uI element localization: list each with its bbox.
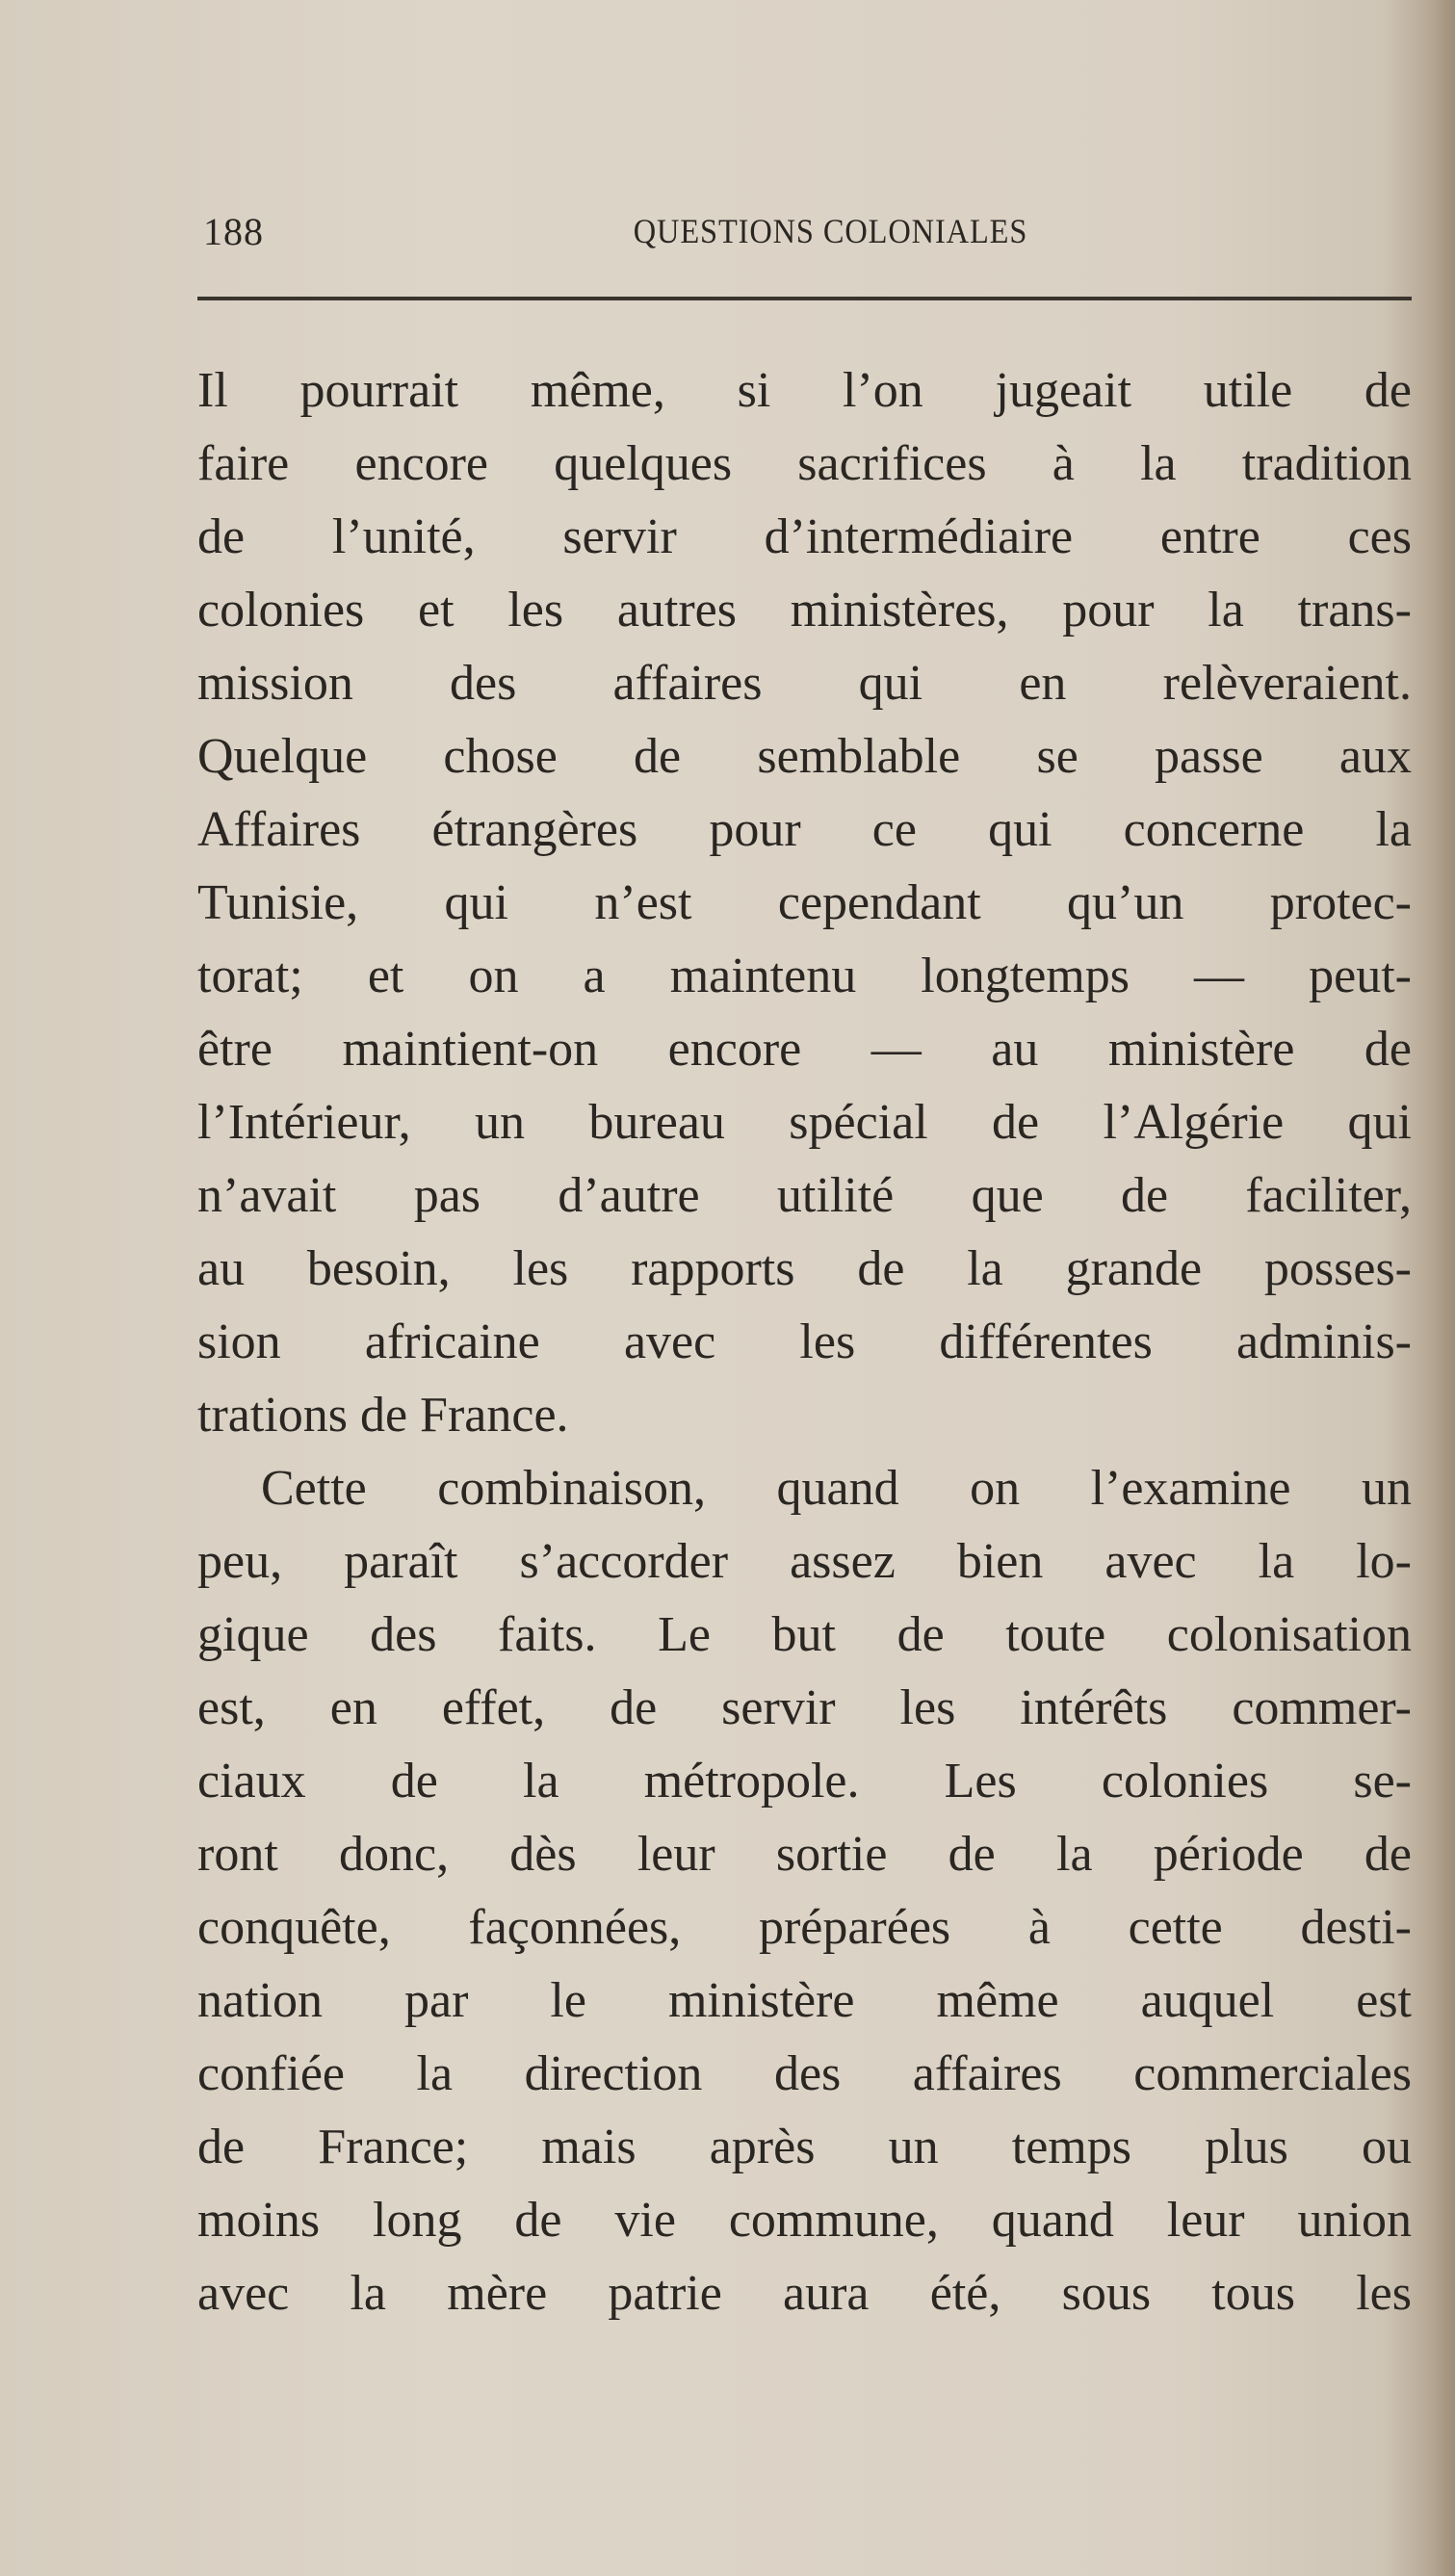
- text-line: Quelque chose de semblable se passe aux: [197, 729, 1412, 784]
- text-line: faire encore quelques sacrifices à la tradition: [197, 436, 1412, 491]
- text-line: peu, paraît s’accorder assez bien avec la lo-: [197, 1534, 1412, 1589]
- text-line: mission des affaires qui en relèveraient.: [197, 656, 1412, 711]
- body-text: [197, 354, 1412, 2330]
- text-line: confiée la direction des affaires commerciales: [197, 2046, 1412, 2101]
- text-line: moins long de vie commune, quand leur union: [197, 2193, 1412, 2248]
- text-line: Affaires étrangères pour ce qui concerne la: [197, 802, 1412, 857]
- text-line: torat; et on a maintenu longtemps — peut-: [197, 949, 1412, 1003]
- running-header: [197, 197, 1412, 265]
- text-line: l’Intérieur, un bureau spécial de l’Algérie qui: [197, 1095, 1412, 1150]
- text-line: Cette combinaison, quand on l’examine un: [261, 1461, 1412, 1516]
- text-line: est, en effet, de servir les intérêts commer-: [197, 1680, 1412, 1735]
- page-number: 188: [203, 210, 264, 253]
- text-line: de France; mais après un temps plus ou: [197, 2120, 1412, 2174]
- text-line: avec la mère patrie aura été, sous tous les: [197, 2266, 1412, 2321]
- text-line: Tunisie, qui n’est cependant qu’un protec-: [197, 875, 1412, 930]
- text-line: être maintient-on encore — au ministère de: [197, 1022, 1412, 1077]
- text-line: conquête, façonnées, préparées à cette desti-: [197, 1900, 1412, 1955]
- text-line: gique des faits. Le but de toute colonisation: [197, 1607, 1412, 1662]
- running-title: QUESTIONS COLONIALES: [633, 212, 1028, 250]
- text-line: ront donc, dès leur sortie de la période de: [197, 1827, 1412, 1882]
- text-line: trations de France.: [197, 1388, 569, 1443]
- text-line: n’avait pas d’autre utilité que de faciliter,: [197, 1168, 1412, 1223]
- text-line: nation par le ministère même auquel est: [197, 1973, 1412, 2028]
- text-line: Il pourrait même, si l’on jugeait utile de: [197, 363, 1412, 418]
- text-line: colonies et les autres ministères, pour la trans-: [197, 583, 1412, 637]
- header-rule: [197, 297, 1412, 300]
- text-line: ciaux de la métropole. Les colonies se-: [197, 1754, 1412, 1808]
- text-line: sion africaine avec les différentes adminis-: [197, 1314, 1412, 1369]
- text-line: de l’unité, servir d’intermédiaire entre ces: [197, 509, 1412, 564]
- text-line: au besoin, les rapports de la grande posses-: [197, 1241, 1412, 1296]
